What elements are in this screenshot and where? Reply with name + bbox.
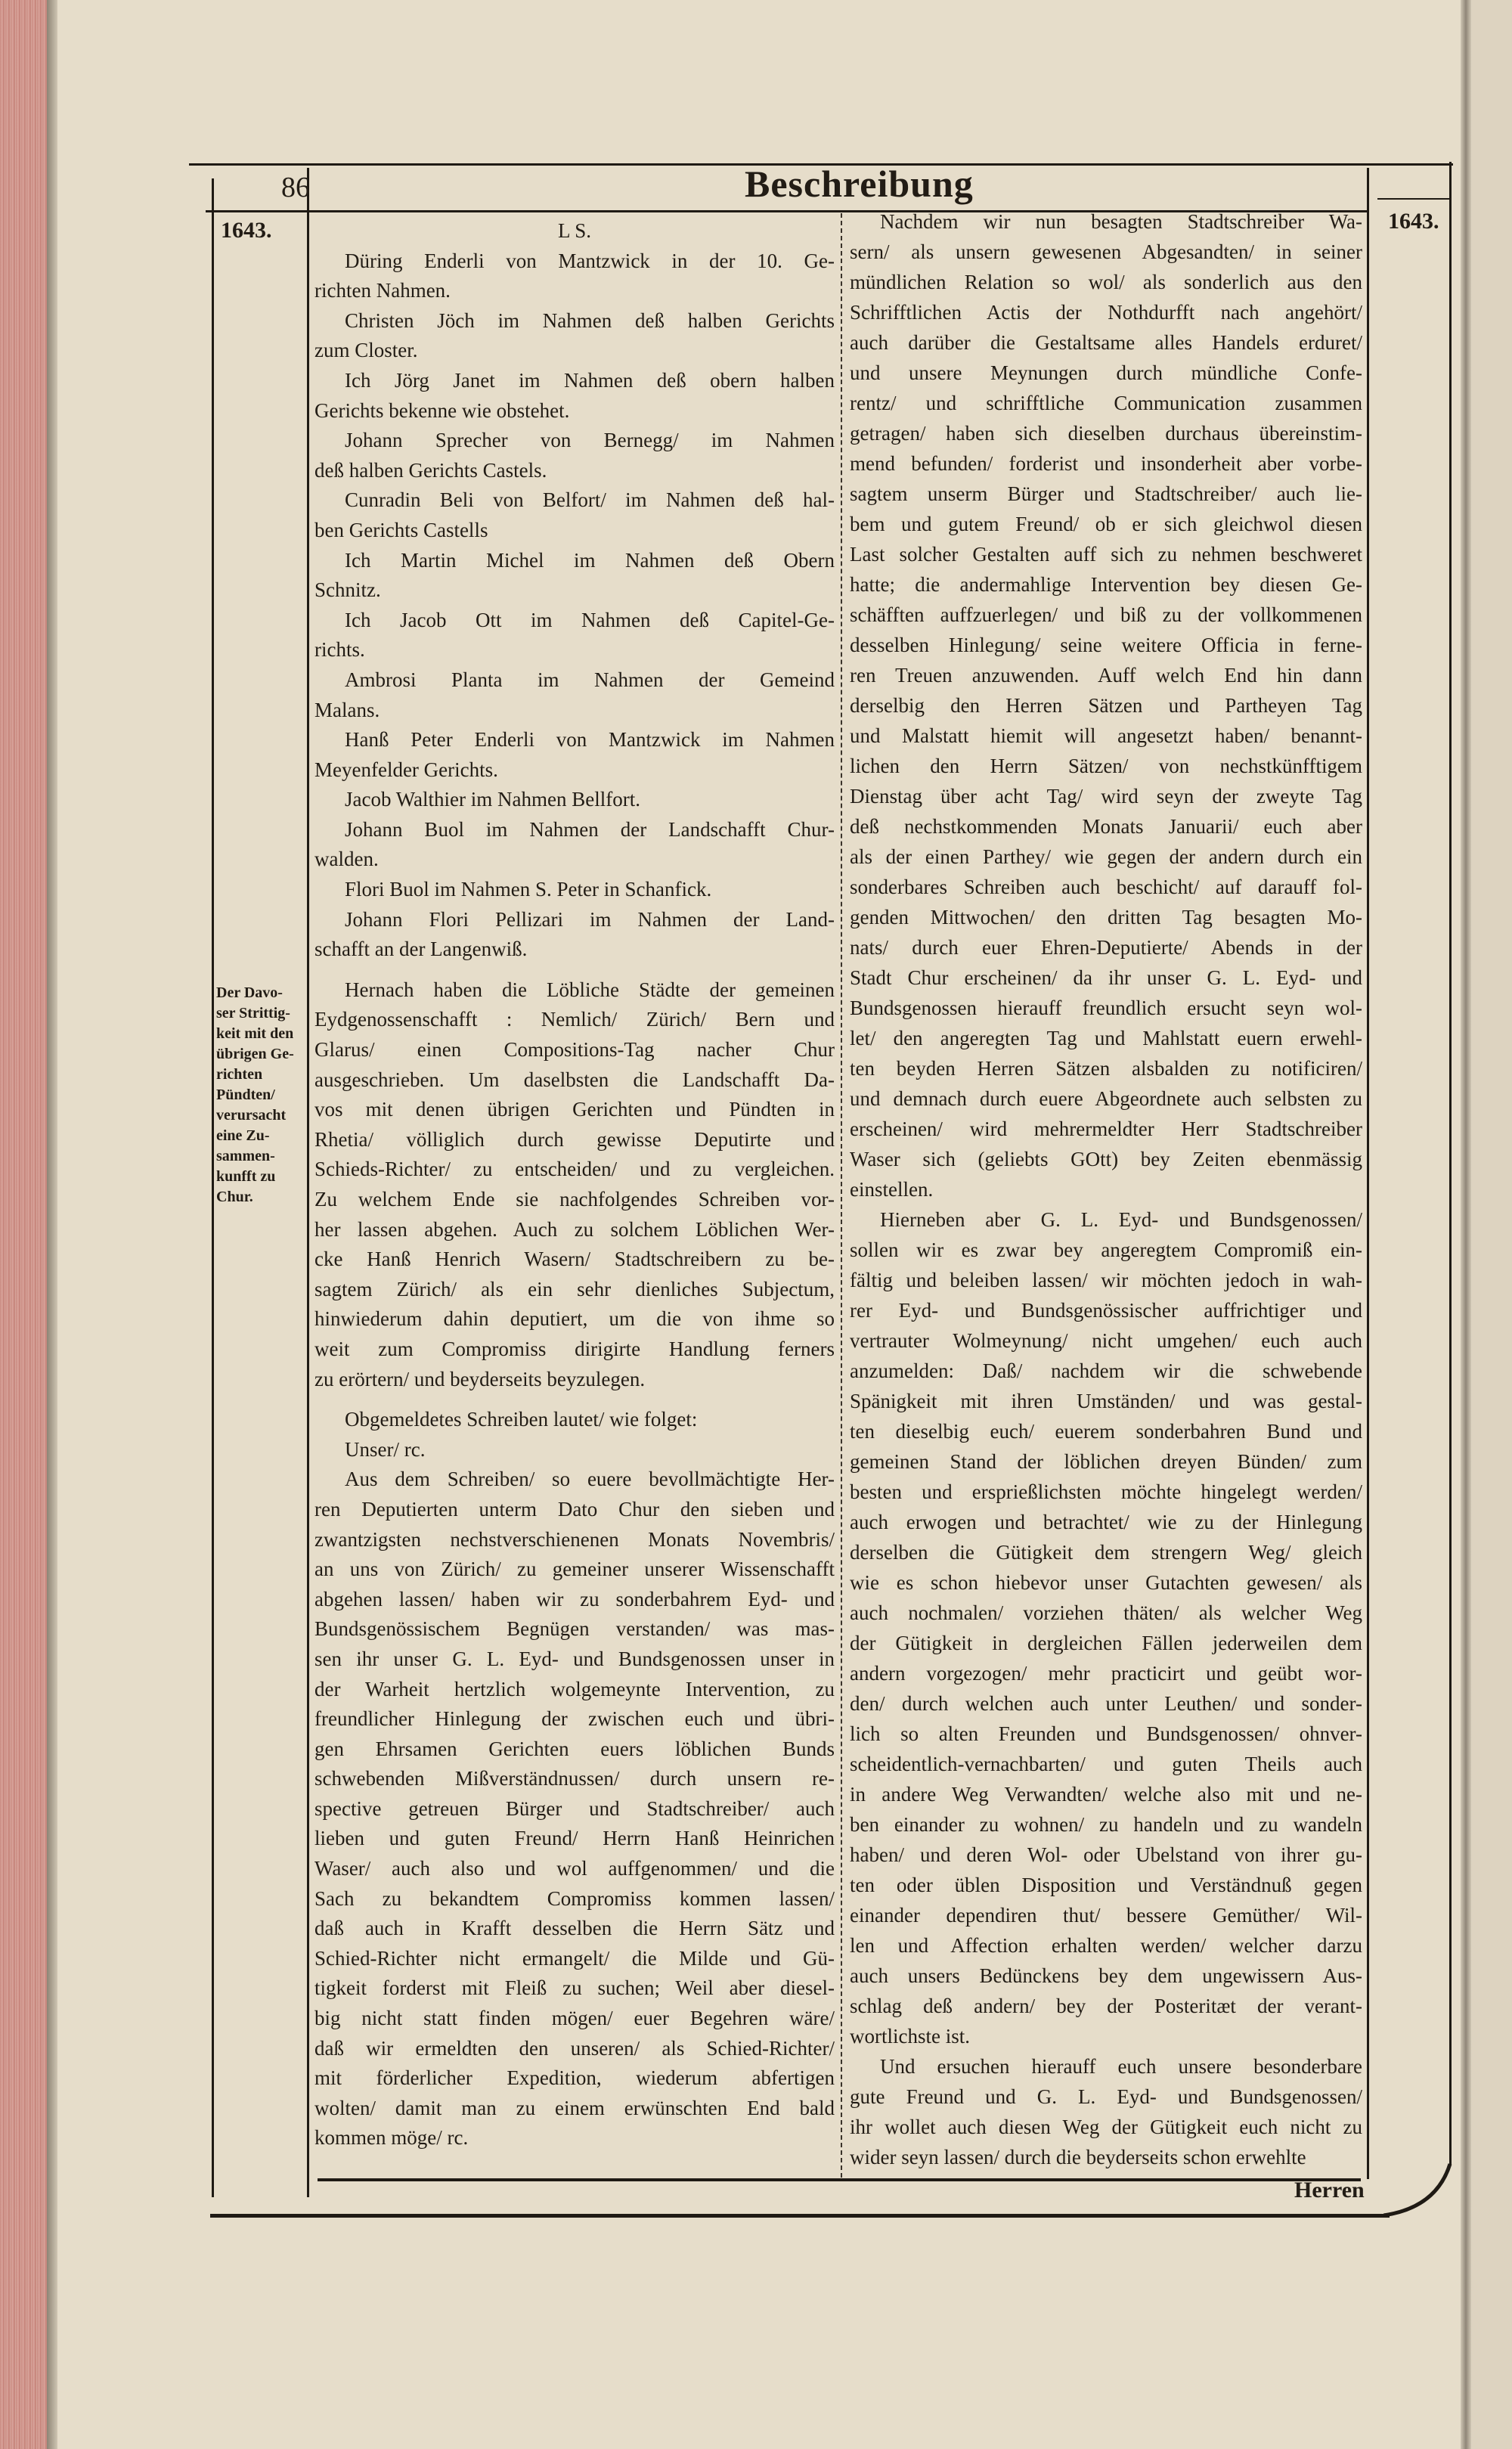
text-line: wie es schon hiebevor unser Gutachten gewesen/ als [850,1571,1362,1594]
text-line: Obgemeldetes Schreiben lautet/ wie folget: [345,1408,698,1431]
text-line: und unsere Meynungen durch mündliche Confe- [850,361,1362,384]
text-line: daß wir ermeldten den unseren/ als Schied-Richter/ [314,2036,835,2060]
paragraph [850,1204,1362,2051]
text-line: als der einen Parthey/ wie gegen der andern durch ein [850,845,1362,868]
paragraph [314,665,835,725]
margin-note-line: Pündten/ [216,1087,275,1103]
text-line: nats/ durch euer Ehren-Deputierte/ Abends in der [850,936,1362,959]
left-text-column [314,216,835,2153]
text-line: ten beyden Herren Sätzen alsbalden zu notificiren/ [850,1057,1362,1080]
text-line: und Malstatt hiemit will angesetzt haben/ benannt- [850,724,1362,747]
text-line: Ich Martin Michel im Nahmen deß Obern [345,548,835,572]
text-line: mend befunden/ forderist und insonderheit aber vorbe- [850,452,1362,475]
text-line: den/ durch welchen auch unter Leuthen/ und sonder- [850,1692,1362,1715]
text-line: ausgeschrieben. Um daselbsten die Landschafft Da- [314,1068,835,1091]
text-line: und demnach durch euere Abgeordnete auch selbsten zu [850,1087,1362,1110]
seal-label: L S. [557,219,591,242]
text-line: ten oder üblen Disposition und Verständnuß gegen [850,1874,1362,1896]
outer-right-frame-line [1449,162,1452,2165]
text-line: Schied-Richter nicht ermangelt/ die Milde und Gü- [314,1946,835,1970]
text-line: Düring Enderli von Mantzwick in der 10. Ge- [345,249,835,272]
text-line: der Gütigkeit in dergleichen Fällen jederweilen dem [850,1632,1362,1654]
text-line: schafft an der Langenwiß. [314,938,528,961]
text-line: Zu welchem Ende sie nachfolgendes Schreiben vor- [314,1188,835,1211]
text-line: mit förderlicher Expedition, wiederum abfertigen [314,2066,835,2090]
margin-note-line: sammen- [216,1148,275,1164]
text-line: Sach zu bekandtem Compromiss kommen lassen/ [314,1886,835,1910]
paragraph [314,366,835,426]
text-line: andern vorgezogen/ mehr practicirt und geübt wor- [850,1662,1362,1685]
text-line: zum Closter. [314,339,418,362]
paragraph [314,546,835,606]
text-line: her lassen abgehen. Auch zu solchem Löblichen Wer- [314,1217,835,1241]
text-line: zu erörtern/ und beyderseits beyzulegen. [314,1367,646,1390]
paragraph [314,725,835,785]
paragraph [314,426,835,485]
text-line: wider seyn lassen/ durch die beyderseits schon erwehlte [850,2146,1306,2168]
text-line: auch darüber die Gestaltsame alles Handels erduret/ [850,331,1362,354]
text-line: lich so alten Freunden und Bundsgenossen/ ohnver- [850,1722,1362,1745]
margin-note-line: Chur. [216,1189,253,1205]
text-line: sen ihr unser G. L. Eyd- und Bundsgenossen unser in [314,1647,835,1670]
text-line: getragen/ haben sich dieselben durchaus übereinstim- [850,422,1362,445]
text-line: ren Deputierten unterm Dato Chur den sieben und [314,1497,835,1521]
text-line: an uns von Zürich/ zu gemeiner unserer Wissenschafft [314,1558,835,1581]
text-line: Dienstag über acht Tag/ wird seyn der zweyte Tag [850,785,1362,808]
margin-note-line: kunfft zu [216,1168,276,1185]
text-line: big nicht statt finden mögen/ euer Begehren wäre/ [314,2007,835,2030]
text-line: daß auch in Krafft desselben die Herrn Sätz und [314,1917,835,1940]
text-line: Nachdem wir nun besagten Stadtschreiber Wa- [880,210,1362,233]
adjacent-page-edge [1471,0,1512,2449]
text-line: ben einander zu wohnen/ zu handeln und zu wandeln [850,1813,1362,1836]
margin-year-left: 1643. [221,218,272,243]
footer-outer-rule [210,2214,1390,2218]
text-line: richts. [314,638,365,662]
text-line: Johann Sprecher von Bernegg/ im Nahmen [345,429,835,452]
text-line: Und ersuchen hierauff euch unsere besonderbare [880,2055,1362,2078]
text-line: ten dieselbig euch/ euerem sonderbahren Bund und [850,1420,1362,1443]
right-text-column [850,206,1362,2172]
text-line: Eydgenossenschafft : Nemlich/ Zürich/ Bern und [314,1008,835,1031]
margin-note-line: keit mit den [216,1025,294,1042]
text-line: in andere Weg Verwandten/ welche also mit und ne- [850,1783,1362,1806]
text-line: hinwiederum dahin deputiert, um die von ihme so [314,1307,835,1331]
text-line: spective getreuen Bürger und Stadtschreiber/ auch [314,1796,835,1820]
inner-left-frame-line [307,168,309,2197]
paragraph [314,1435,835,1465]
text-line: Stadt Chur erscheinen/ da ihr unser G. L. Eyd- und [850,966,1362,989]
text-line: weit zum Compromiss dirigirte Handlung ferners [314,1337,835,1360]
margin-note-line: verursacht [216,1107,287,1124]
text-line: Ich Jörg Janet im Nahmen deß obern halben [345,368,835,392]
text-line: Hanß Peter Enderli von Mantzwick im Nahmen [345,728,835,752]
text-line: anzumelden: Daß/ nachdem wir die schwebende [850,1359,1362,1382]
paragraph [314,815,835,875]
text-line: deß nechstkommenden Monats Januarii/ euch aber [850,815,1362,838]
text-line: derselbig den Herren Sätzen und Partheyen Tag [850,694,1362,717]
text-line: vos mit denen übrigen Gerichten und Pündten in [314,1098,835,1121]
text-line: auch erwogen und betrachtet/ wie zu der Hinlegung [850,1511,1362,1533]
text-line: kommen möge/ rc. [314,2126,469,2150]
text-line: Schrifftlichen Actis der Nothdurfft nach angehört/ [850,301,1362,324]
paragraph [850,206,1362,1204]
text-line: scheidentlich-vernachbarten/ und guten Theils auch [850,1753,1362,1775]
text-line: sern/ als unsern gewesenen Abgesandten/ in seiner [850,240,1362,263]
paragraph [314,606,835,665]
text-line: ben Gerichts Castells [314,518,488,541]
outer-left-frame-line [212,178,214,2197]
text-line: sollen wir es zwar bey angeregtem Compromiß ein- [850,1238,1362,1261]
page-number: 86 [281,172,310,203]
text-line: haben/ und deren Wol- oder Ubelstand von ihrer gu- [850,1843,1362,1866]
text-line: Waser sich (geliebts GOtt) bey Zeiten ebenmässig [850,1148,1362,1170]
text-line: einstellen. [850,1178,934,1201]
text-line: erscheinen/ wird mehrermeldter Herr Stadtschreiber [850,1118,1362,1140]
text-line: Ambrosi Planta im Nahmen der Gemeind [345,668,835,691]
footer-inner-rule [318,2178,1361,2181]
right-column-border [1367,168,1369,2179]
text-line: Cunradin Beli von Belfort/ im Nahmen deß hal- [345,488,835,512]
text-line: vertrauter Wolmeynung/ nicht umgehen/ euch auch [850,1329,1362,1352]
paragraph [314,246,835,306]
text-line: lieben und guten Freund/ Herrn Hanß Heinrichen [314,1827,835,1850]
text-line: sagtem unserm Bürger und Stadtschreiber/ auch lie- [850,482,1362,505]
text-line: besten und ersprießlichsten möchte hingelegt werden/ [850,1480,1362,1503]
footer-rule-curve [1383,2162,1459,2223]
catchword: Herren [1294,2178,1365,2203]
text-line: Ich Jacob Ott im Nahmen deß Capitel-Ge- [345,608,835,631]
margin-note-line: ser Strittig- [216,1005,290,1021]
text-line: richten Nahmen. [314,279,451,302]
margin-note-line: eine Zu- [216,1127,270,1144]
margin-year-right: 1643. [1388,209,1439,234]
paragraph [314,875,835,905]
text-line: fältig und beleiben lassen/ wir möchten jedoch in wah- [850,1269,1362,1291]
text-line: Christen Jöch im Nahmen deß halben Gerichts [345,308,835,332]
text-line: Johann Flori Pellizari im Nahmen der Land- [345,907,835,931]
column-divider [841,213,842,2178]
margin-note-line: übrigen Ge- [216,1046,294,1062]
text-line: einander dependiren thut/ bessere Gemüther/ Wil- [850,1904,1362,1927]
text-line: Unser/ rc. [345,1437,426,1461]
text-line: Waser/ auch also und wol auffgenommen/ und die [314,1857,835,1880]
text-line: sagtem Zürich/ als ein sehr dienliches Subjectum, [314,1277,835,1300]
text-line: sonderbares Schreiben auch beschicht/ auf darauff fol- [850,876,1362,898]
text-line: Aus dem Schreiben/ so euere bevollmächtigte Her- [345,1468,835,1491]
text-line: rentz/ und schrifftliche Communication zusammen [850,392,1362,414]
text-line: let/ den angeregten Tag und Mahlstatt euern erwehl- [850,1027,1362,1049]
text-line: Hierneben aber G. L. Eyd- und Bundsgenossen/ [880,1208,1362,1231]
text-line: gute Freund und G. L. Eyd- und Bundsgenossen/ [850,2085,1362,2108]
text-line: schäfften auffzuerlegen/ und biß zu der vollkommenen [850,603,1362,626]
text-line: Jacob Walthier im Nahmen Bellfort. [345,788,640,811]
text-line: Schieds-Richter/ zu entscheiden/ und zu vergleichen. [314,1158,835,1181]
text-line: schlag deß andern/ bey der Posteritæt der verant- [850,1995,1362,2017]
text-line: abgehen lassen/ haben wir zu sonderbahrem Eyd- und [314,1587,835,1610]
running-title: Beschreibung [745,163,974,205]
book-page-edges [0,0,47,2449]
text-line: ren Treuen anzuwenden. Auff welch End hin dann [850,664,1362,687]
margin-note-line: Der Davo- [216,984,283,1001]
text-line: Glarus/ einen Compositions-Tag nacher Chur [314,1038,835,1062]
text-line: hatte; die andermahlige Intervention bey diesen Ge- [850,573,1362,596]
text-line: Meyenfelder Gerichts. [314,758,498,781]
text-line: bem und gutem Freund/ ob er sich gleichwol diesen [850,513,1362,535]
text-line: deß halben Gerichts Castels. [314,458,547,482]
text-line: Gerichts bekenne wie obstehet. [314,398,570,422]
text-line: tigkeit forderst mit Fleiß zu suchen; Weil aber diesel- [314,1976,835,2000]
paragraph [850,2051,1362,2172]
text-line: auch unsers Bedünckens bey dem ungewissern Aus- [850,1964,1362,1987]
text-line: Johann Buol im Nahmen der Landschafft Chur- [345,817,835,841]
paragraph [314,905,835,965]
text-line: ihr wollet auch diesen Weg der Gütigkeit euch nicht zu [850,2116,1362,2138]
binding-shadow [47,0,57,2449]
text-line: freundlicher Hinlegung der zwischen euch und übri- [314,1707,835,1731]
paragraph [314,485,835,545]
text-line: mündlichen Relation so wol/ als sonderlich aus den [850,271,1362,293]
paragraph [314,1465,835,2153]
paragraph [314,306,835,366]
text-line: zwantzigsten nechstverschienenen Monats Novembris/ [314,1527,835,1551]
text-line: wolten/ damit man zu einem erwünschten End bald [314,2096,835,2119]
text-line: wortlichste ist. [850,2025,970,2048]
paragraph [314,785,835,815]
text-line: genden Mittwochen/ den dritten Tag besagten Mo- [850,906,1362,928]
text-line: auch nochmalen/ vorziehen thäten/ als welcher Weg [850,1601,1362,1624]
text-line: derselben die Gütigkeit dem strengern Weg/ gleich [850,1541,1362,1564]
text-line: Bundsgenossen hierauff freundlich ersucht seyn wol- [850,997,1362,1019]
text-line: Malans. [314,698,380,721]
page-gutter [1461,0,1471,2449]
text-line: Rhetia/ völliglich durch gewisse Deputirte und [314,1127,835,1151]
text-line: Schnitz. [314,578,381,602]
text-line: gemeinen Stand der löblichen dreyen Bünden/ zum [850,1450,1362,1473]
margin-note-line: richten [216,1066,263,1083]
marginal-note [216,983,304,1207]
text-line: der Warheit hertzlich wolgemeynte Intervention, zu [314,1677,835,1700]
text-line: lichen den Herrn Sätzen/ von nechstkünfftigem [850,755,1362,777]
text-line: Last solcher Gestalten auff sich zu nehmen beschweret [850,543,1362,566]
text-line: gen Ehrsamen Gerichten euers löblichen Bunds [314,1737,835,1760]
text-line: len und Affection erhalten werden/ welcher darzu [850,1934,1362,1957]
text-line: Spänigkeit mit ihren Umständen/ und was gestal- [850,1390,1362,1412]
text-line: cke Hanß Henrich Wasern/ Stadtschreibern zu be- [314,1248,835,1271]
text-line: Hernach haben die Löbliche Städte der gemeinen [345,978,835,1001]
text-line: rer Eyd- und Bundsgenössischer auffrichtiger und [850,1299,1362,1322]
text-line: Bundsgenössischem Begnügen verstanden/ was mas- [314,1617,835,1641]
text-line: walden. [314,848,379,871]
text-line: desselben Hinlegung/ seine weitere Officia in ferne- [850,634,1362,656]
text-line: Flori Buol im Nahmen S. Peter in Schanfick. [345,878,712,901]
text-line: schwebenden Mißverständnussen/ durch unsern re- [314,1767,835,1790]
right-margin-header-rule [1377,198,1450,200]
paragraph [314,975,835,1394]
paragraph [314,1405,835,1435]
